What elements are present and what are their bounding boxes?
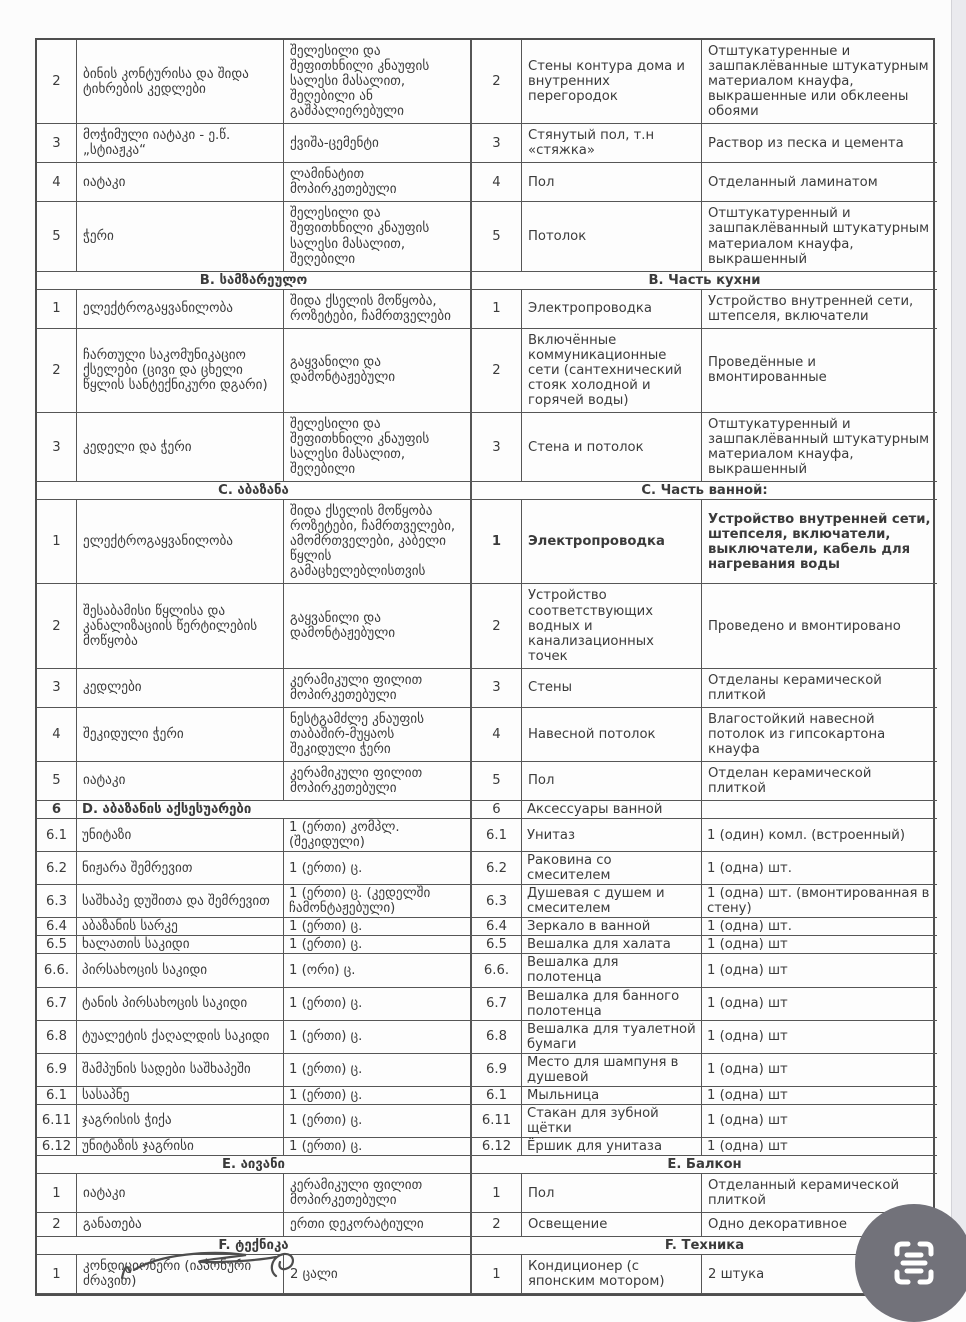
row-number-ka: 2 bbox=[37, 1213, 77, 1237]
item-desc-ru: Устройство внутренней сети, штепселя, включатели bbox=[702, 290, 937, 329]
item-desc-ka: შიდა ქსელის მოწყობა, როზეტები, ჩამრთველები bbox=[284, 290, 472, 329]
scan-fab-button[interactable] bbox=[855, 1204, 966, 1322]
item-name-ka: განათება bbox=[77, 1213, 284, 1237]
item-desc-ru: Влагостойкий навесной потолок из гипсокартона кнауфа bbox=[702, 708, 937, 762]
row-number-ka: 6.7 bbox=[37, 988, 77, 1021]
row-number-ka: 6.4 bbox=[37, 918, 77, 936]
accessories-desc-ru bbox=[702, 801, 937, 819]
item-name-ru: Навесной потолок bbox=[522, 708, 702, 762]
section-title-ka: F. ტექნიკა bbox=[37, 1237, 472, 1255]
item-desc-ru: Устройство внутренней сети, штепселя, включатели, выключатели, кабель для нагревания воды bbox=[702, 500, 937, 584]
item-name-ru: Вешалка для полотенца bbox=[522, 954, 702, 987]
row-number-ru: 6.9 bbox=[472, 1054, 522, 1087]
item-name-ka: საშხაპე დუშითა და შემრევით bbox=[77, 885, 284, 918]
item-desc-ru: 1 (одна) шт bbox=[702, 954, 937, 987]
item-name-ru: Ёршик для унитаза bbox=[522, 1138, 702, 1156]
row-number-ka: 1 bbox=[37, 1255, 77, 1294]
item-desc-ru: Отделан керамической плиткой bbox=[702, 762, 937, 801]
row-number-ru: 6.1 bbox=[472, 819, 522, 852]
item-name-ru: Стянутый пол, т.н «стяжка» bbox=[522, 124, 702, 163]
section-title-ru: C. Часть ванной: bbox=[472, 482, 937, 500]
item-name-ru: Раковина со смесителем bbox=[522, 852, 702, 885]
row-number-ka: 6.1 bbox=[37, 819, 77, 852]
item-name-ka: ტანის პირსახოცის საკიდი bbox=[77, 988, 284, 1021]
item-desc-ka: კერამიკული ფილით მოპირკეთებული bbox=[284, 762, 472, 801]
item-name-ka: პირსახოცის საკიდი bbox=[77, 954, 284, 987]
item-name-ka: ტუალეტის ქაღალდის საკიდი bbox=[77, 1021, 284, 1054]
item-name-ru: Пол bbox=[522, 1174, 702, 1213]
item-name-ru: Пол bbox=[522, 762, 702, 801]
item-desc-ka: 1 (ერთი) ც. (კედელში ჩამონტაჟებული) bbox=[284, 885, 472, 918]
row-number-ru: 3 bbox=[472, 413, 522, 482]
row-number-ru: 4 bbox=[472, 708, 522, 762]
row-number-ka: 6.3 bbox=[37, 885, 77, 918]
item-name-ka: უნიტაზი bbox=[77, 819, 284, 852]
item-name-ru: Душевая с душем и смесителем bbox=[522, 885, 702, 918]
row-number-ru: 5 bbox=[472, 762, 522, 801]
row-number-ka: 6.9 bbox=[37, 1054, 77, 1087]
item-desc-ru: 1 (одна) шт bbox=[702, 988, 937, 1021]
item-name-ru: Включённые коммуникационные сети (сантехнический стояк холодной и горячей воды) bbox=[522, 329, 702, 413]
item-desc-ka: 1 (ერთი) ც. bbox=[284, 852, 472, 885]
item-desc-ka: ლამინატით მოპირკეთებული bbox=[284, 163, 472, 202]
item-name-ka: ჯაგრისის ჭიქა bbox=[77, 1105, 284, 1138]
section-title-ru: E. Балкон bbox=[472, 1156, 937, 1174]
item-name-ka: კედლები bbox=[77, 669, 284, 708]
item-name-ka: სასაპნე bbox=[77, 1087, 284, 1105]
row-number-ka: 6.11 bbox=[37, 1105, 77, 1138]
item-desc-ru: 1 (один) комл. (встроенный) bbox=[702, 819, 937, 852]
section-title-ru: F. Техника bbox=[472, 1237, 937, 1255]
item-name-ru: Электропроводка bbox=[522, 500, 702, 584]
item-name-ru: Устройство соответствующих водных и канализационных точек bbox=[522, 584, 702, 668]
item-name-ka: იატაკი bbox=[77, 762, 284, 801]
row-number-ka: 3 bbox=[37, 413, 77, 482]
signature bbox=[100, 1248, 320, 1282]
row-number-ka: 6.8 bbox=[37, 1021, 77, 1054]
item-desc-ka: 1 (ერთი) ც. bbox=[284, 1087, 472, 1105]
item-name-ka: იატაკი bbox=[77, 1174, 284, 1213]
item-desc-ru: Отштукатуренный и зашпаклёванный штукатурным материалом кнауфа, выкрашенный bbox=[702, 202, 937, 271]
item-name-ka: ელექტროგაყვანილობა bbox=[77, 500, 284, 584]
row-number-ru: 6.4 bbox=[472, 918, 522, 936]
row-number-ru: 4 bbox=[472, 163, 522, 202]
row-number-ru: 2 bbox=[472, 40, 522, 124]
row-number-ka: 6.5 bbox=[37, 936, 77, 954]
row-number-ka: 2 bbox=[37, 40, 77, 124]
section-title-ka: C. აბაზანა bbox=[37, 482, 472, 500]
page-edge bbox=[951, 0, 966, 1280]
item-name-ka: კედელი და ჭერი bbox=[77, 413, 284, 482]
item-name-ka: შესაბამისი წყლისა და კანალიზაციის წერტილების მოწყობა bbox=[77, 584, 284, 668]
item-name-ru: Пол bbox=[522, 163, 702, 202]
item-name-ka: ელექტროგაყვანილობა bbox=[77, 290, 284, 329]
item-name-ru: Вешалка для халата bbox=[522, 936, 702, 954]
item-name-ka: მოჭიმული იატაკი - ე.წ. „სტიაჟკა“ bbox=[77, 124, 284, 163]
row-number-ka: 1 bbox=[37, 1174, 77, 1213]
item-desc-ka: 1 (ორი) ც. bbox=[284, 954, 472, 987]
item-name-ru: Кондиционер (с японским мотором) bbox=[522, 1255, 702, 1294]
row-number-ka: 5 bbox=[37, 762, 77, 801]
row-number-ru: 1 bbox=[472, 1255, 522, 1294]
item-name-ru: Мыльница bbox=[522, 1087, 702, 1105]
row-number-ka: 6.12 bbox=[37, 1138, 77, 1156]
row-number-ru: 1 bbox=[472, 290, 522, 329]
item-name-ru: Стены контура дома и внутренних перегородок bbox=[522, 40, 702, 124]
row-number-ka: 6.1 bbox=[37, 1087, 77, 1105]
row-number-ru: 2 bbox=[472, 329, 522, 413]
item-desc-ka: კერამიკული ფილით მოპირკეთებული bbox=[284, 1174, 472, 1213]
row-number-ru: 1 bbox=[472, 1174, 522, 1213]
item-desc-ka: 1 (ერთი) კომპლ. (შეკიდული) bbox=[284, 819, 472, 852]
row-number-ka: 4 bbox=[37, 163, 77, 202]
item-desc-ka: 1 (ერთი) ც. bbox=[284, 918, 472, 936]
row-number-ru: 2 bbox=[472, 1213, 522, 1237]
item-name-ru: Место для шампуня в душевой bbox=[522, 1054, 702, 1087]
item-desc-ru: 1 (одна) шт. bbox=[702, 852, 937, 885]
item-desc-ru: 1 (одна) шт bbox=[702, 1021, 937, 1054]
scan-text-icon bbox=[885, 1234, 943, 1292]
row-number-ru: 1 bbox=[472, 500, 522, 584]
item-name-ka: ბინის კონტურისა და შიდა ტიხრების კედლები bbox=[77, 40, 284, 124]
item-desc-ka: შელესილი და შეფითხნილი კნაუფის სალესი მასალით, შეღებილი ან გაშპალიერებული bbox=[284, 40, 472, 124]
row-number-ru: 6.1 bbox=[472, 1087, 522, 1105]
item-desc-ru: Отштукатуренный и зашпаклёванный штукатурным материалом кнауфа, выкрашенный bbox=[702, 413, 937, 482]
item-desc-ka: შელესილი და შეფითხნილი კნაუფის სალესი მასალით, შეღებილი bbox=[284, 413, 472, 482]
row-number-ru: 5 bbox=[472, 202, 522, 271]
item-name-ka: შეკიდული ჭერი bbox=[77, 708, 284, 762]
section-title-ka: B. სამზარეულო bbox=[37, 272, 472, 290]
item-desc-ka: 1 (ერთი) ც. bbox=[284, 1105, 472, 1138]
item-desc-ru: Отделанный ламинатом bbox=[702, 163, 937, 202]
item-name-ka: ნიჟარა შემრევით bbox=[77, 852, 284, 885]
item-desc-ka: ნესტგამძლე კნაუფის თაბაშირ-მუყაოს შეკიდული ჭერი bbox=[284, 708, 472, 762]
item-desc-ru: Проведено и вмонтировано bbox=[702, 584, 937, 668]
item-desc-ka: გაყვანილი და დამონტაჟებული bbox=[284, 584, 472, 668]
accessories-title-ka: D. აბაზანის აქსესუარები bbox=[77, 801, 472, 819]
row-number-ka: 2 bbox=[37, 329, 77, 413]
row-number-ka: 2 bbox=[37, 584, 77, 668]
row-number-ru: 6.3 bbox=[472, 885, 522, 918]
row-number-ru: 3 bbox=[472, 124, 522, 163]
row-number-ru: 3 bbox=[472, 669, 522, 708]
row-number-ka: 4 bbox=[37, 708, 77, 762]
item-desc-ka: 1 (ერთი) ც. bbox=[284, 1021, 472, 1054]
accessories-title-ru: Аксессуары ванной bbox=[522, 801, 702, 819]
item-name-ru: Зеркало в ванной bbox=[522, 918, 702, 936]
row-number-ru: 6.8 bbox=[472, 1021, 522, 1054]
item-name-ka: კონდიციონერი (იაპონური ძრავით) bbox=[77, 1255, 284, 1294]
item-desc-ka: ქვიშა-ცემენტი bbox=[284, 124, 472, 163]
row-number-ru: 6.12 bbox=[472, 1138, 522, 1156]
row-number-ru: 6.7 bbox=[472, 988, 522, 1021]
item-desc-ru: 1 (одна) шт. bbox=[702, 918, 937, 936]
row-number-ka: 5 bbox=[37, 202, 77, 271]
item-name-ka: შამპუნის სადები საშხაპეში bbox=[77, 1054, 284, 1087]
item-desc-ka: 1 (ერთი) ც. bbox=[284, 988, 472, 1021]
row-number-ru: 2 bbox=[472, 584, 522, 668]
renovation-spec-table bbox=[35, 38, 935, 1296]
item-desc-ka: შიდა ქსელის მოწყობა როზეტები, ჩამრთველები, ამომრთველები, კაბელი წყლის გამაცხელებლისთვის bbox=[284, 500, 472, 584]
section-title-ka: E. აივანი bbox=[37, 1156, 472, 1174]
item-desc-ru: Раствор из песка и цемента bbox=[702, 124, 937, 163]
item-desc-ru: 1 (одна) шт bbox=[702, 1054, 937, 1087]
item-name-ka: უნიტაზის ჯაგრისი bbox=[77, 1138, 284, 1156]
item-desc-ka: 2 ცალი bbox=[284, 1255, 472, 1294]
item-name-ru: Вешалка для туалетной бумаги bbox=[522, 1021, 702, 1054]
item-desc-ka: ერთი დეკორატიული bbox=[284, 1213, 472, 1237]
row-number-ka: 3 bbox=[37, 669, 77, 708]
row-number-ru: 6.5 bbox=[472, 936, 522, 954]
item-desc-ru: Проведённые и вмонтированные bbox=[702, 329, 937, 413]
item-name-ka: ჩართული საკომუნიკაციო ქსელები (ცივი და ცხელი წყლის სანტექნიკური დგარი) bbox=[77, 329, 284, 413]
item-desc-ka: 1 (ერთი) ც. bbox=[284, 1054, 472, 1087]
row-number-ru: 6.11 bbox=[472, 1105, 522, 1138]
item-desc-ru: 1 (одна) шт bbox=[702, 1105, 937, 1138]
section-title-ru: B. Часть кухни bbox=[472, 272, 937, 290]
item-name-ru: Унитаз bbox=[522, 819, 702, 852]
item-desc-ru: 1 (одна) шт bbox=[702, 1087, 937, 1105]
row-number-ru: 6 bbox=[472, 801, 522, 819]
item-name-ru: Вешалка для банного полотенца bbox=[522, 988, 702, 1021]
item-desc-ru: 2 штука bbox=[702, 1255, 937, 1294]
item-name-ru: Потолок bbox=[522, 202, 702, 271]
item-name-ru: Стакан для зубной щётки bbox=[522, 1105, 702, 1138]
item-desc-ru: 1 (одна) шт bbox=[702, 936, 937, 954]
item-name-ka: ჭერი bbox=[77, 202, 284, 271]
item-desc-ru: 1 (одна) шт. (вмонтированная в стену) bbox=[702, 885, 937, 918]
row-number-ru: 6.6. bbox=[472, 954, 522, 987]
row-number-ka: 6.2 bbox=[37, 852, 77, 885]
item-name-ru: Освещение bbox=[522, 1213, 702, 1237]
item-desc-ka: გაყვანილი და დამონტაჟებული bbox=[284, 329, 472, 413]
item-desc-ru: Отштукатуренные и зашпаклёванные штукатурным материалом кнауфа, выкрашенные или обклеены обоями bbox=[702, 40, 937, 124]
item-desc-ka: შელესილი და შეფითხნილი კნაუფის სალესი მასალით, შეღებილი bbox=[284, 202, 472, 271]
item-desc-ka: 1 (ერთი) ც. bbox=[284, 1138, 472, 1156]
item-name-ru: Стена и потолок bbox=[522, 413, 702, 482]
row-number-ka: 6 bbox=[37, 801, 77, 819]
row-number-ka: 1 bbox=[37, 290, 77, 329]
item-desc-ru: 1 (одна) шт bbox=[702, 1138, 937, 1156]
item-desc-ka: 1 (ერთი) ც. bbox=[284, 936, 472, 954]
row-number-ka: 6.6. bbox=[37, 954, 77, 987]
item-name-ka: აბაზანის სარკე bbox=[77, 918, 284, 936]
row-number-ru: 6.2 bbox=[472, 852, 522, 885]
item-desc-ru: Отделанный керамической плиткой bbox=[702, 1174, 937, 1213]
item-desc-ka: კერამიკული ფილით მოპირკეთებული bbox=[284, 669, 472, 708]
item-name-ru: Стены bbox=[522, 669, 702, 708]
item-name-ru: Электропроводка bbox=[522, 290, 702, 329]
row-number-ka: 3 bbox=[37, 124, 77, 163]
item-desc-ru: Отделаны керамической плиткой bbox=[702, 669, 937, 708]
item-desc-ru: Одно декоративное bbox=[702, 1213, 937, 1237]
row-number-ka: 1 bbox=[37, 500, 77, 584]
item-name-ka: იატაკი bbox=[77, 163, 284, 202]
item-name-ka: ხალათის საკიდი bbox=[77, 936, 284, 954]
